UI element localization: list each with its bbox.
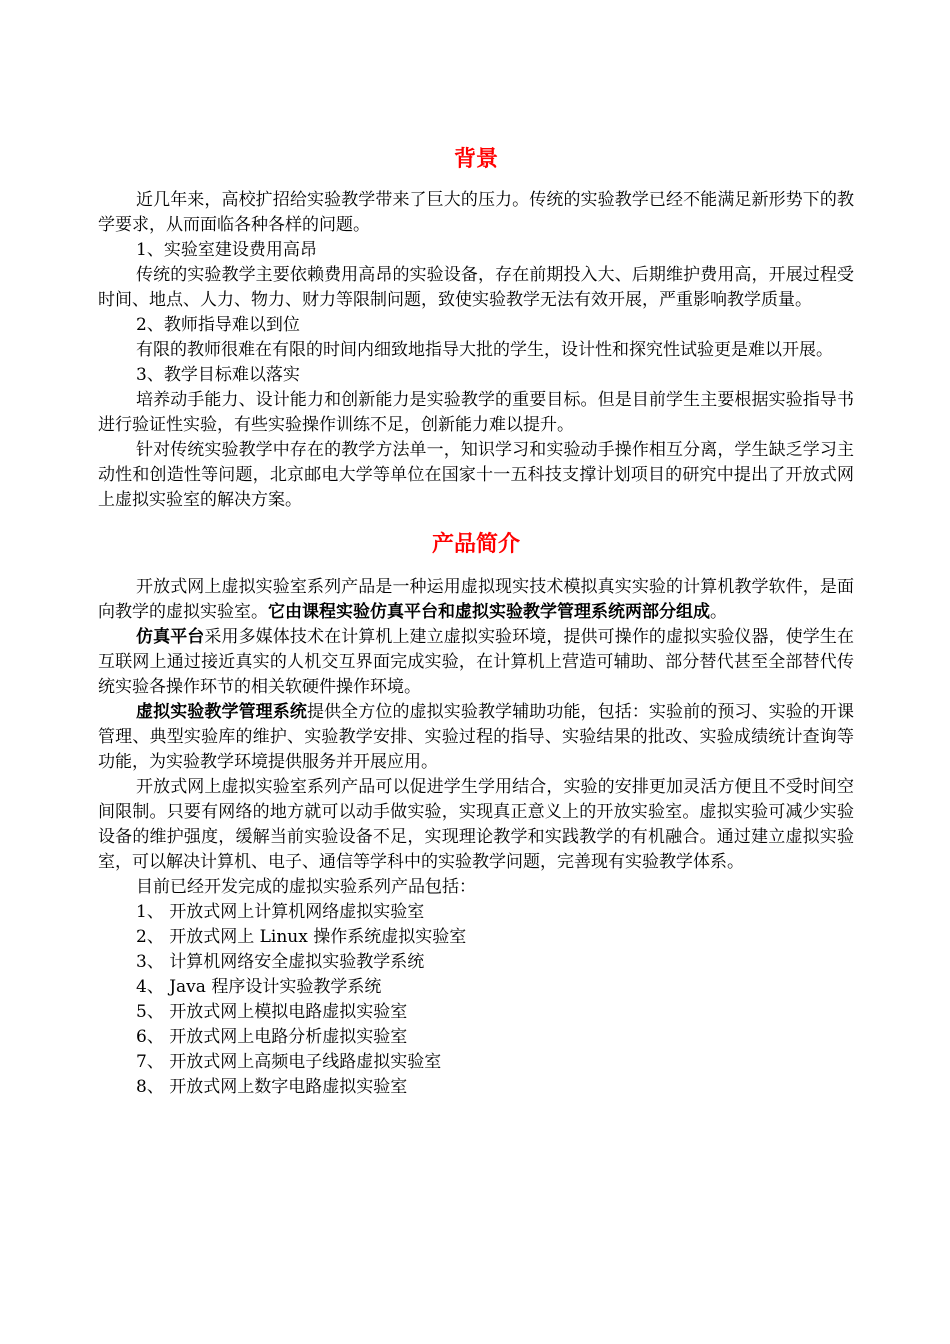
- product-p3-text: 提供全方位的虚拟实验教学辅助功能，包括：实验前的预习、实验的开课管理、典型实验库的维护、实验教学安排、实验过程的指导、实验结果的批改、实验成绩统计查询等功能，为实验教学环境提供服务并开展应用。: [98, 702, 855, 772]
- product-list-intro: 目前已经开发完成的虚拟实验系列产品包括：: [136, 877, 476, 897]
- product-paragraph-4: 开放式网上虚拟实验室系列产品可以促进学生学用结合，实验的安排更加灵活方便且不受时间空间限制。只要有网络的地方就可以动手做实验，实现真正意义上的开放实验室。虚拟实验可减少实验设备的维护强度，缓解当前实验设备不足，实现理论教学和实践教学的有机融合。通过建立虚拟实验室，可以解决计算机、电子、通信等学科中的实验教学问题，完善现有实验教学体系。: [98, 777, 854, 872]
- management-system-term: 虚拟实验教学管理系统: [136, 702, 307, 722]
- list-item: 3、 计算机网络安全虚拟实验教学系统: [136, 952, 425, 972]
- list-item: 1、 开放式网上计算机网络虚拟实验室: [136, 902, 425, 922]
- product-paragraph-1: [98, 575, 854, 625]
- simulation-platform-term: 仿真平台: [136, 627, 205, 647]
- list-item: 2、 开放式网上 Linux 操作系统虚拟实验室: [136, 927, 467, 947]
- item-text-2: 有限的教师很难在有限的时间内细致地指导大批的学生，设计性和探究性试验更是难以开展。: [136, 340, 833, 360]
- intro-paragraph: 近几年来，高校扩招给实验教学带来了巨大的压力。传统的实验教学已经不能满足新形势下的教学要求，从而面临各种各样的问题。: [98, 190, 854, 235]
- item-title-1: 1、实验室建设费用高昂: [136, 240, 317, 260]
- section-heading-product-intro: 产品简介: [431, 532, 520, 557]
- product-p1-end: 。: [710, 602, 727, 622]
- document-page: [98, 140, 854, 1100]
- product-p1-bold: 它由课程实验仿真平台和虚拟实验教学管理系统两部分组成: [268, 602, 710, 622]
- conclusion-paragraph: 针对传统实验教学中存在的教学方法单一，知识学习和实验动手操作相互分离，学生缺乏学习主动性和创造性等问题，北京邮电大学等单位在国家十一五科技支撑计划项目的研究中提出了开放式网上虚拟实验室的解决方案。: [98, 440, 854, 510]
- item-title-3: 3、教学目标难以落实: [136, 365, 300, 385]
- product-p2-text: 采用多媒体技术在计算机上建立虚拟实验环境，提供可操作的虚拟实验仪器，使学生在互联网上通过接近真实的人机交互界面完成实验，在计算机上营造可辅助、部分替代甚至全部替代传统实验各操作环节的相关软硬件操作环境。: [98, 627, 854, 697]
- product-paragraph-3: [98, 700, 854, 775]
- product-list: [98, 900, 854, 1100]
- section-heading-background: 背景: [453, 147, 498, 172]
- list-item: 4、 Java 程序设计实验教学系统: [136, 977, 382, 997]
- item-title-2: 2、教师指导难以到位: [136, 315, 300, 335]
- list-item: 7、 开放式网上高频电子线路虚拟实验室: [136, 1052, 442, 1072]
- item-text-3: 培养动手能力、设计能力和创新能力是实验教学的重要目标。但是目前学生主要根据实验指导书进行验证性实验，有些实验操作训练不足，创新能力难以提升。: [98, 390, 854, 435]
- product-paragraph-2: [98, 625, 854, 700]
- list-item: 6、 开放式网上电路分析虚拟实验室: [136, 1027, 408, 1047]
- list-item: 8、 开放式网上数字电路虚拟实验室: [136, 1077, 408, 1097]
- item-text-1: 传统的实验教学主要依赖费用高昂的实验设备，存在前期投入大、后期维护费用高，开展过程受时间、地点、人力、物力、财力等限制问题，致使实验教学无法有效开展，严重影响教学质量。: [98, 265, 854, 310]
- list-item: 5、 开放式网上模拟电路虚拟实验室: [136, 1002, 408, 1022]
- product-p1-text: 开放式网上虚拟实验室系列产品是一种运用虚拟现实技术模拟真实实验的计算机教学软件，是面向教学的虚拟实验室。: [98, 577, 854, 622]
